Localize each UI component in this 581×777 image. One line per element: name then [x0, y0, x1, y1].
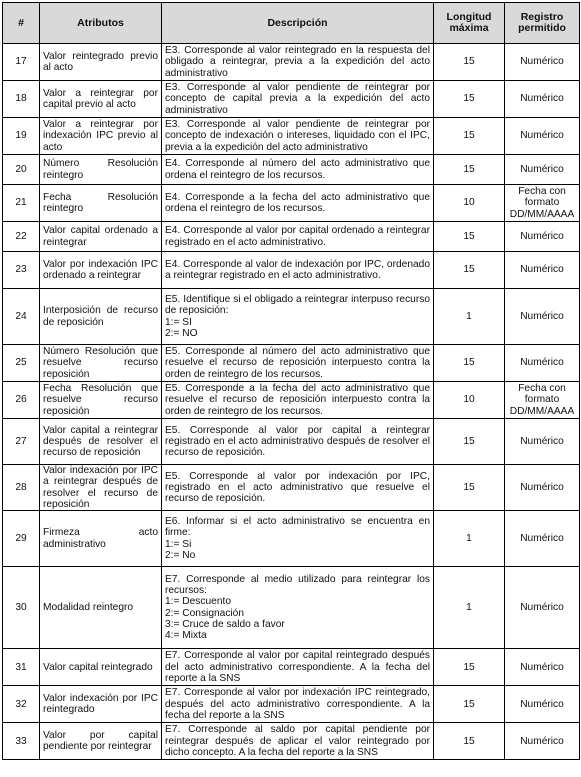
- description-text: E7. Corresponde al valor por capital reintegrado después del acto administrativo correspondiente. A la fecha del reporte a la SNS: [165, 650, 430, 684]
- attributes-table: [2, 2, 580, 760]
- attribute-description: [162, 289, 434, 345]
- attribute-name: Firmeza acto administrativo: [40, 511, 162, 567]
- allowed-record: Numérico: [505, 222, 580, 252]
- attribute-description: [162, 649, 434, 686]
- max-length: 15: [434, 686, 505, 723]
- description-text: E7. Corresponde al valor por indexación IPC reintegrado, después del acto administrativo correspondiente. A la fecha del reporte a la SNS: [165, 687, 430, 721]
- description-text: E4. Corresponde al valor por capital ordenado a reintegrar registrado en el acto administrativo.: [165, 225, 430, 248]
- attribute-description: [162, 118, 434, 155]
- max-length: 15: [434, 81, 505, 118]
- attribute-name: Valor indexación por IPC a reintegrar después de resolver el recurso de reposición: [40, 465, 162, 511]
- description-text: E4. Corresponde al valor de indexación por IPC, ordenado a reintegrar registrado en el acto administrativo.: [165, 258, 430, 281]
- attribute-name: Modalidad reintegro: [40, 567, 162, 649]
- allowed-record: Numérico: [505, 155, 580, 185]
- table-row: [3, 81, 580, 118]
- attribute-description: [162, 155, 434, 185]
- max-length: 15: [434, 118, 505, 155]
- row-number: 17: [3, 44, 40, 81]
- attribute-description: [162, 567, 434, 649]
- description-text: E4. Corresponde a la fecha del acto administrativo que ordena el reintegro de los recursos.: [165, 191, 430, 214]
- max-length: 1: [434, 289, 505, 345]
- row-number: 31: [3, 649, 40, 686]
- description-option: 4:= Mixta: [165, 630, 207, 642]
- description-text: E6. Informar si el acto administrativo se encuentra en firme:: [165, 516, 430, 539]
- description-option: 1:= Si: [165, 538, 192, 550]
- row-number: 25: [3, 345, 40, 382]
- row-number: 29: [3, 511, 40, 567]
- attribute-description: [162, 185, 434, 222]
- attribute-description: [162, 345, 434, 382]
- description-option: 2:= No: [165, 549, 196, 561]
- description-text: E7. Corresponde al medio utilizado para reintegrar los recursos:: [165, 573, 430, 597]
- description-text: E5. Corresponde al valor por indexación por IPC, registrado en el acto administrativo que resuelve el recurso de reposición.: [165, 470, 430, 505]
- max-length: 15: [434, 155, 505, 185]
- attribute-description: [162, 465, 434, 511]
- max-length: 1: [434, 511, 505, 567]
- allowed-record: Numérico: [505, 289, 580, 345]
- description-text: E5. Corresponde al número del acto administrativo que resuelve el recurso de reposición interpuesto contra la orden de reintegro de los recursos.: [165, 346, 430, 380]
- attribute-description: [162, 252, 434, 289]
- max-length: 10: [434, 382, 505, 419]
- allowed-record: Numérico: [505, 465, 580, 511]
- header-allowed-record: Registro permitido: [505, 3, 580, 44]
- max-length: 15: [434, 222, 505, 252]
- table-row: [3, 252, 580, 289]
- description-option: 1:= SI: [165, 316, 192, 328]
- table-row: [3, 44, 580, 81]
- table-row: [3, 222, 580, 252]
- max-length: 1: [434, 567, 505, 649]
- description-text: E3. Corresponde al valor reintegrado en la respuesta del obligado a reintegrar, previa a la expedición del acto administrativo: [165, 45, 430, 79]
- max-length: 10: [434, 185, 505, 222]
- description-text: E5. Corresponde al valor por capital a reintegrar registrado en el acto administrativo después de resolver el recurso de reposición.: [165, 424, 430, 459]
- table-row: [3, 723, 580, 760]
- table-body: [3, 44, 580, 760]
- table-row: [3, 289, 580, 345]
- description-option: 2:= NO: [165, 327, 198, 339]
- allowed-record: Numérico: [505, 419, 580, 465]
- allowed-record: Numérico: [505, 81, 580, 118]
- row-number: 30: [3, 567, 40, 649]
- allowed-record: Numérico: [505, 686, 580, 723]
- attribute-description: [162, 81, 434, 118]
- header-description: Descripción: [162, 3, 434, 44]
- attribute-name: Valor capital a reintegrar después de resolver el recurso de reposición: [40, 419, 162, 465]
- attribute-name: Valor capital reintegrado: [40, 649, 162, 686]
- description-text: E5. Corresponde a la fecha del acto administrativo que resuelve el recurso de reposición interpuesto contra la orden de reintegro de los recursos.: [165, 383, 430, 417]
- header-attributes: Atributos: [40, 3, 162, 44]
- attribute-description: [162, 686, 434, 723]
- attribute-name: Valor capital ordenado a reintegrar: [40, 222, 162, 252]
- table-row: [3, 345, 580, 382]
- description-option: 2:= Consignación: [165, 607, 245, 619]
- attribute-name: Interposición de recurso de reposición: [40, 289, 162, 345]
- attribute-name: Número Resolución que resuelve recurso reposición: [40, 345, 162, 382]
- attribute-description: [162, 222, 434, 252]
- allowed-record: Numérico: [505, 723, 580, 760]
- description-text: E5. Identifique si el obligado a reintegrar interpuso recurso de reposición:: [165, 293, 430, 317]
- description-option: 1:= Descuento: [165, 596, 231, 608]
- row-number: 33: [3, 723, 40, 760]
- allowed-record: Numérico: [505, 118, 580, 155]
- max-length: 15: [434, 252, 505, 289]
- max-length: 15: [434, 649, 505, 686]
- max-length: 15: [434, 465, 505, 511]
- allowed-record: Fecha con formato DD/MM/AAAA: [505, 185, 580, 222]
- attribute-description: [162, 419, 434, 465]
- allowed-record: Numérico: [505, 649, 580, 686]
- allowed-record: Fecha con formato DD/MM/AAAA: [505, 382, 580, 419]
- attribute-name: Fecha Resolución que resuelve recurso reposición: [40, 382, 162, 419]
- max-length: 15: [434, 723, 505, 760]
- table-row: [3, 686, 580, 723]
- row-number: 18: [3, 81, 40, 118]
- attribute-name: Valor a reintegrar por indexación IPC previo al acto: [40, 118, 162, 155]
- attribute-name: Valor indexación por IPC reintegrado: [40, 686, 162, 723]
- table-row: [3, 511, 580, 567]
- table-row: [3, 185, 580, 222]
- header-number: #: [3, 3, 40, 44]
- table-row: [3, 118, 580, 155]
- row-number: 19: [3, 118, 40, 155]
- table-row: [3, 155, 580, 185]
- attribute-description: [162, 723, 434, 760]
- header-max-length: Longitud máxima: [434, 3, 505, 44]
- row-number: 26: [3, 382, 40, 419]
- table-row: [3, 465, 580, 511]
- allowed-record: Numérico: [505, 44, 580, 81]
- row-number: 21: [3, 185, 40, 222]
- attribute-name: Valor reintegrado previo al acto: [40, 44, 162, 81]
- table-row: [3, 649, 580, 686]
- attribute-name: Número Resolución reintegro: [40, 155, 162, 185]
- table-row: [3, 382, 580, 419]
- description-text: E4. Corresponde al número del acto administrativo que ordena el reintegro de los recursos.: [165, 158, 430, 181]
- attribute-name: Valor a reintegrar por capital previo al acto: [40, 81, 162, 118]
- description-option: 3:= Cruce de saldo a favor: [165, 618, 285, 630]
- description-text: E3. Corresponde al valor pendiente de reintegrar por concepto de capital previa a la expedición del acto administrativo: [165, 82, 430, 116]
- row-number: 23: [3, 252, 40, 289]
- row-number: 24: [3, 289, 40, 345]
- table-row: [3, 567, 580, 649]
- allowed-record: Numérico: [505, 511, 580, 567]
- attribute-description: [162, 382, 434, 419]
- row-number: 20: [3, 155, 40, 185]
- attribute-description: [162, 511, 434, 567]
- table-header-row: [3, 3, 580, 44]
- row-number: 22: [3, 222, 40, 252]
- allowed-record: Numérico: [505, 567, 580, 649]
- row-number: 32: [3, 686, 40, 723]
- max-length: 15: [434, 345, 505, 382]
- description-text: E7. Corresponde al saldo por capital pendiente por reintegrar después de aplicar el valor reintegrado por dicho concepto. A la fecha del reporte a la SNS: [165, 724, 430, 758]
- attribute-name: Fecha Resolución reintegro: [40, 185, 162, 222]
- attribute-name: Valor por capital pendiente por reintegrar: [40, 723, 162, 760]
- allowed-record: Numérico: [505, 252, 580, 289]
- attribute-description: [162, 44, 434, 81]
- row-number: 27: [3, 419, 40, 465]
- table-row: [3, 419, 580, 465]
- max-length: 15: [434, 44, 505, 81]
- allowed-record: Numérico: [505, 345, 580, 382]
- description-text: E3. Corresponde al valor pendiente de reintegrar por concepto de indexación o intereses, liquidado con el IPC, previa a la expedición del acto administrativo: [165, 119, 430, 153]
- attribute-name: Valor por indexación IPC ordenado a reintegrar: [40, 252, 162, 289]
- row-number: 28: [3, 465, 40, 511]
- max-length: 15: [434, 419, 505, 465]
